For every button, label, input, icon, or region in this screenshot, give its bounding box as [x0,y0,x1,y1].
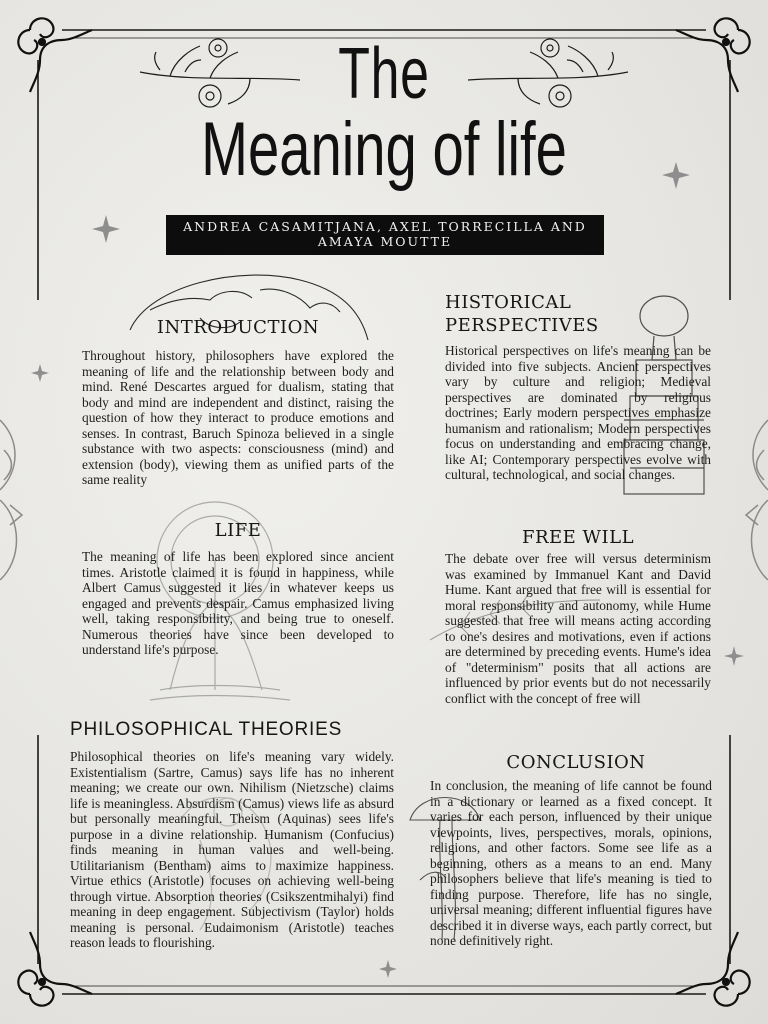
introduction-body: Throughout history, philosophers have explored the meaning of life and the relationship between body and mind. René Descartes argued for dualism, stating that body and mind are independent and distinct, raising the question of how they interact to produce emotions and senses. In contrast, Baruch Spinoza believed in a single substance with two aspects: consciousness (mind) and extension (body), viewing them as unified parts of the same reality [82,348,394,487]
conclusion-heading: CONCLUSION [506,752,646,773]
introduction-heading: INTRODUCTION [156,317,320,338]
philosophical-body: Philosophical theories on life's meaning vary widely. Existentialism (Sartre, Camus) says life has no inherent meaning; we create our own. Nihilism (Nietzsche) claims life is meaningless. Absurdism (Camus) views life as absurd but personally meaningful. Theism (Aquinas) sees life's purpose in a divine relationship. Humanism (Confucius) finds meaning in human values and well-being. Utilitarianism (Bentham) aims to maximize happiness. Virtue ethics (Aristotle) focuses on achieving well-being through virtue. Absorption theories (Csikszentmihalyi) find meaning in deep engagement. Subjectivism (Taylor) holds meaning is personal. Eudaimonism (Aristotle) teaches reason leads to flourishing. [70,749,394,950]
title-line-1: The [338,34,430,114]
authors-banner [166,215,604,255]
historical-body: Historical perspectives on life's meaning can be divided into five subjects. Ancient perspectives vary by culture and religion; Medieval perspectives are dominated by religious doctrines; Early modern perspectives emphasize humanism and rationalism; Modern perspectives focus on understanding and embracing change, like AI; Contemporary perspectives evolve with cultural, technological, and social changes. [445,343,711,482]
life-heading: LIFE [214,520,262,541]
life-body: The meaning of life has been explored since ancient times. Aristotle claimed it is found in happiness, while Albert Camus suggested it lies in whatever keeps us engaged and prevents despair. Camus emphasized living well, taking responsibility, and being true to oneself. Numerous theories have since been developed to understand life's purpose. [82,549,394,657]
title-line-2: Meaning of life [201,107,567,192]
authors-line-2: AMAYA MOUTTE [317,234,453,249]
side-ornament-left [0,420,22,580]
philosophical-heading: PHILOSOPHICAL THEORIES [70,719,343,740]
historical-heading-line-2: PERSPECTIVES [445,315,599,336]
free-will-body: The debate over free will versus determinism was examined by Immanuel Kant and David Hume. Kant argued that free will is essential for moral responsibility and autonomy, while Hume suggested that free will means acting according to one's desires and motivations, even if actions are determined by preceding events. Hume's idea of "determinism" posits that all actions are influenced by prior events but do not necessarily conflict with the concept of free will [445,551,711,706]
historical-heading [445,291,715,337]
side-ornament-right [746,420,768,580]
historical-heading-line-1: HISTORICAL [445,292,572,313]
authors-line-1: ANDREA CASAMITJANA, AXEL TORRECILLA AND [183,219,587,234]
conclusion-body: In conclusion, the meaning of life cannot be found in a dictionary or learned as a fixed concept. It varies for each person, influenced by their unique viewpoints, lives, perspectives, morals, opinions, religions, and other factors. Some see life as a beginning, others as a means to an end. Many philosophers believe that life's meaning is tied to finding purpose. Therefore, life has no single, universal meaning; different influential figures have described it in diverse ways, each partly correct, but none definitively right. [430,778,712,948]
free-will-heading: FREE WILL [521,527,635,548]
